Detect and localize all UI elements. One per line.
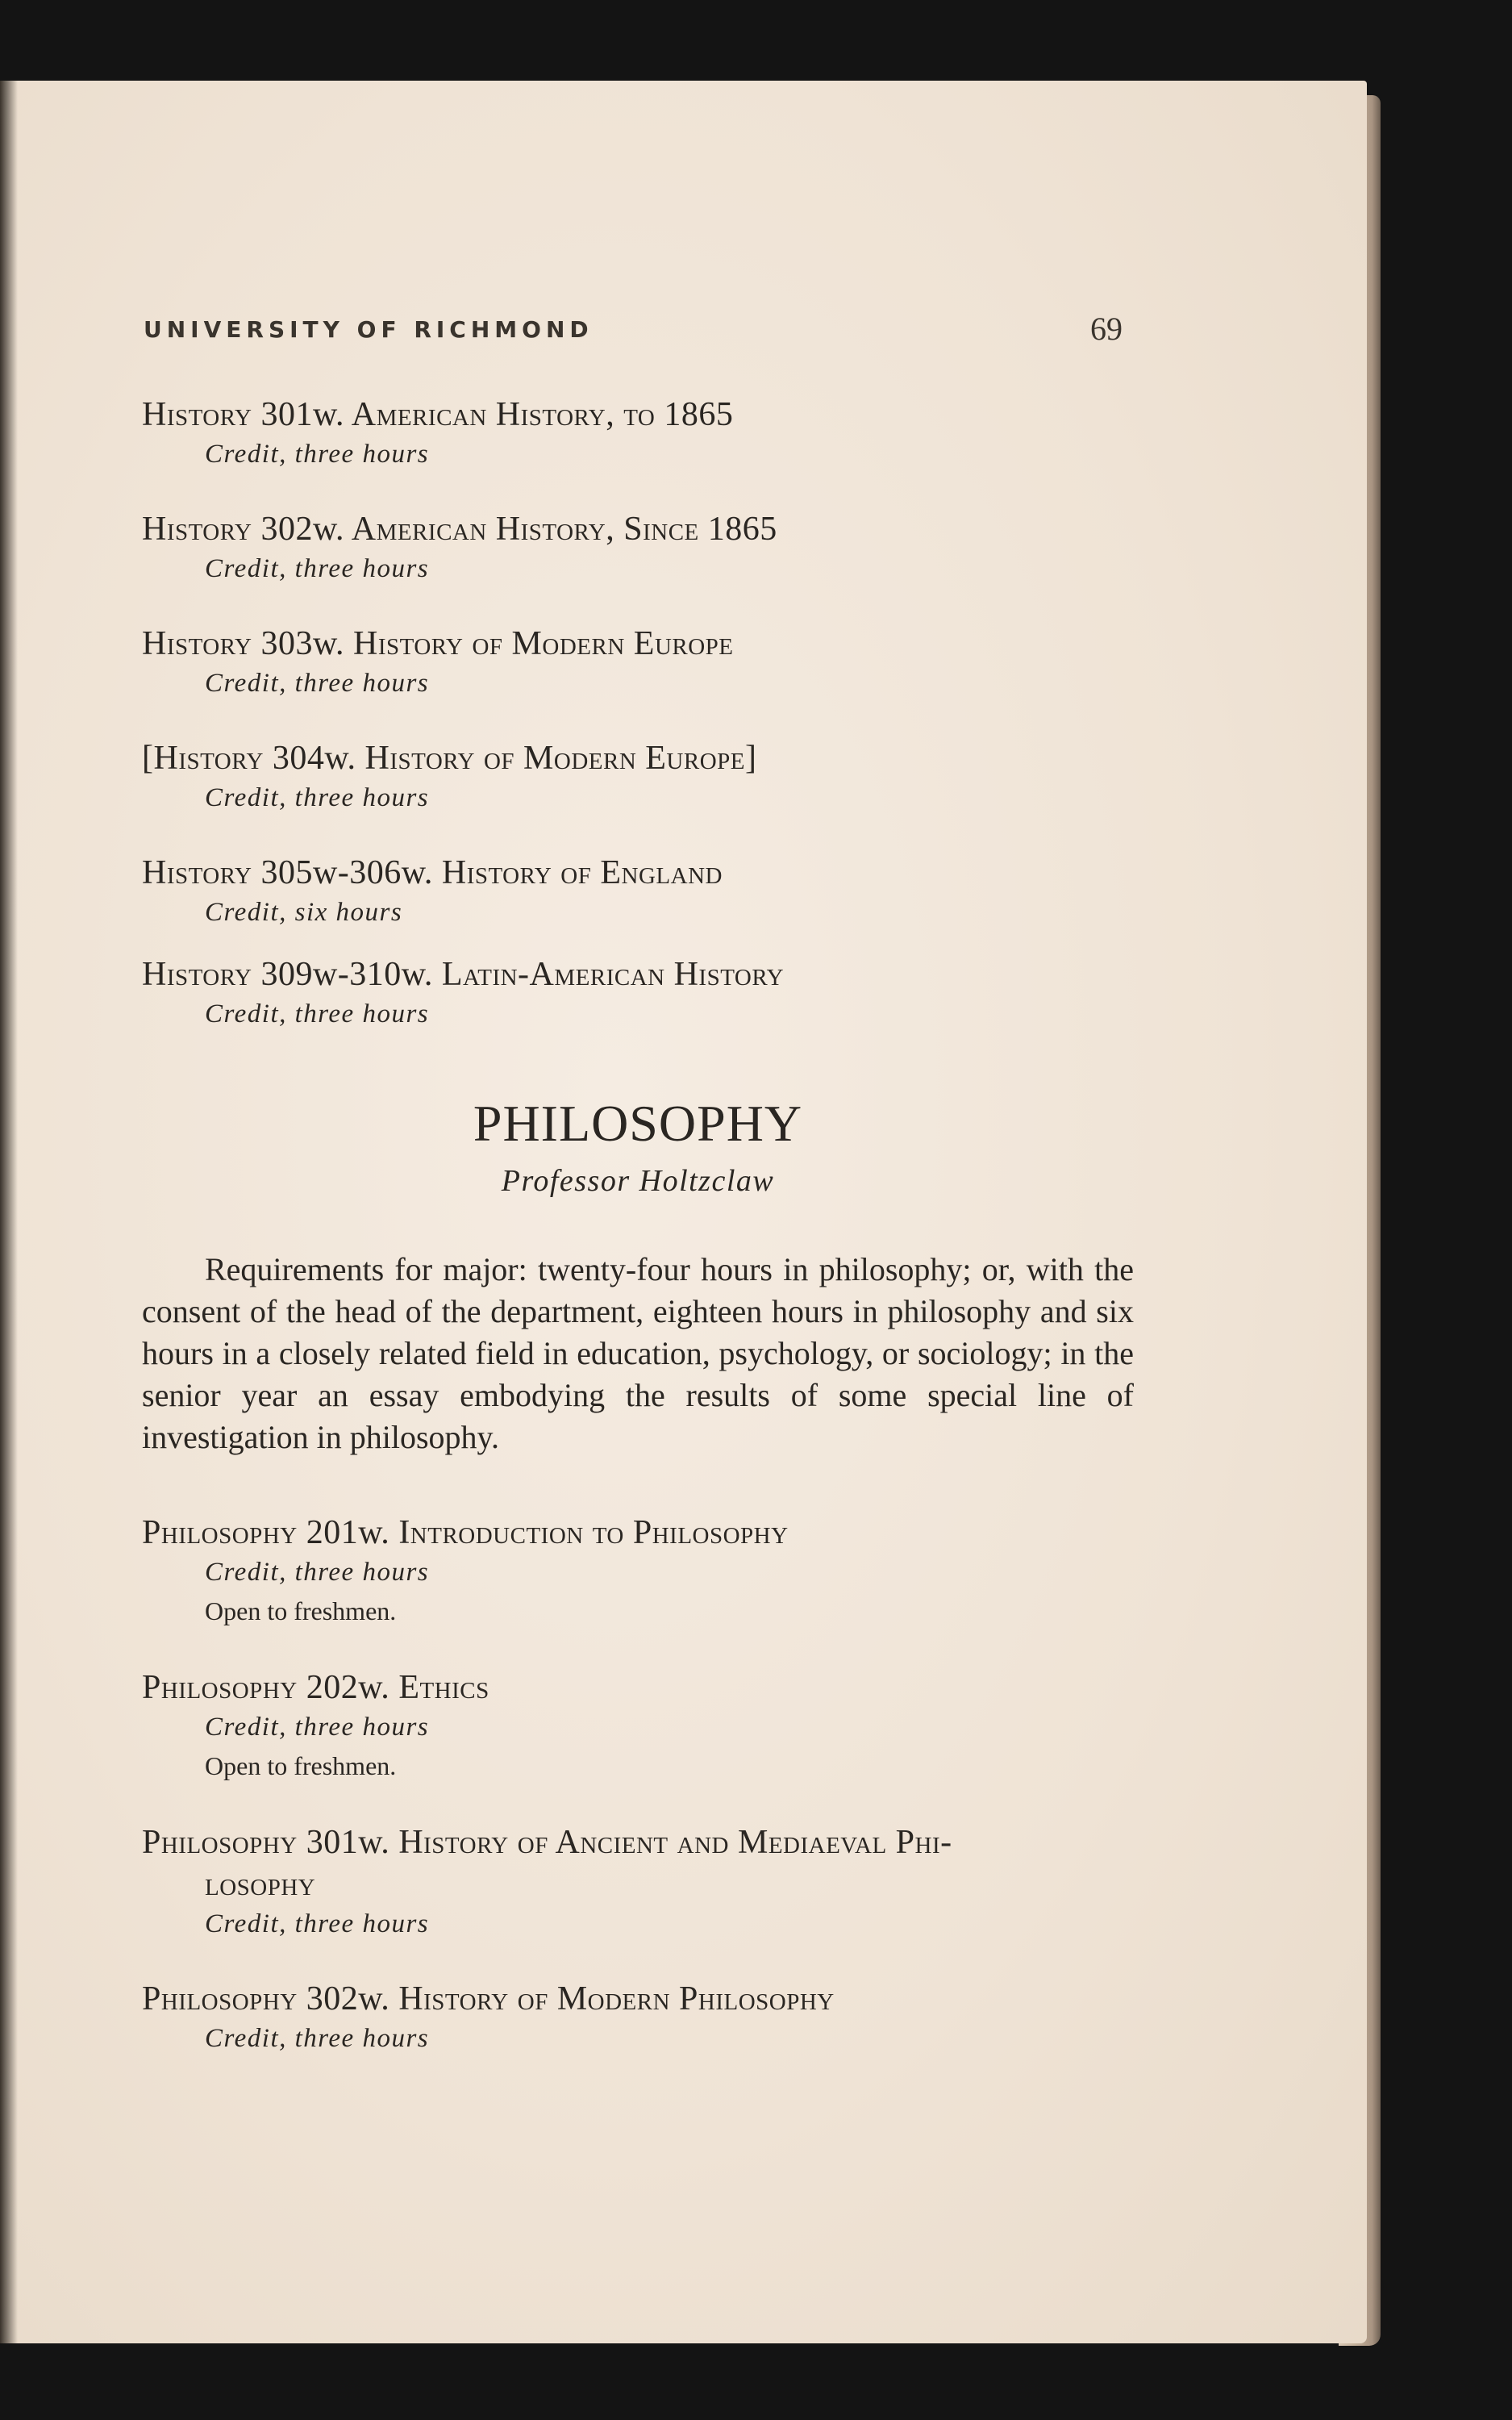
course-title (142, 737, 1134, 779)
course-title (142, 394, 1134, 436)
course-prefix: History (142, 625, 252, 662)
course-entry (142, 1821, 1134, 1942)
course-credit: Credit, three hours (205, 783, 430, 812)
course-name: Ethics (398, 1669, 489, 1706)
course-entry (142, 623, 1134, 702)
course-number: 202w. (306, 1669, 390, 1706)
course-title (142, 508, 1134, 550)
course-prefix: History (142, 854, 252, 891)
requirements-paragraph: Requirements for major: twenty-four hours in philosophy; or, with the consent of the head of the department, eighteen hours in philosophy and six hours in a closely related field in education, psychology, or sociology; in the senior year an essay embodying the results of some special line of investigation in philosophy. (142, 1251, 1134, 1455)
running-head: UNIVERSITY OF RICHMOND (144, 316, 594, 343)
course-title (142, 1512, 1134, 1554)
course-name: Introduction to Philosophy (398, 1514, 789, 1551)
course-title (142, 852, 1134, 894)
course-number: 302w. (306, 1980, 390, 2017)
course-credit: Credit, three hours (205, 1713, 430, 1742)
course-number: 309w-310w. (260, 956, 433, 993)
course-prefix: Philosophy (142, 1514, 298, 1551)
course-entry (142, 737, 1134, 816)
course-entry (142, 1512, 1134, 1631)
course-name-continued: losophy (205, 1866, 316, 1903)
course-note: Open to freshmen. (205, 1596, 397, 1625)
page-content (142, 394, 1134, 2092)
course-prefix: History (142, 956, 252, 993)
course-name: Latin-American History (441, 956, 785, 993)
course-credit: Credit, three hours (205, 1909, 430, 1938)
course-prefix: [History (142, 740, 264, 777)
course-entry (142, 1667, 1134, 1786)
course-prefix: History (142, 511, 252, 548)
course-number: 201w. (306, 1514, 390, 1551)
course-credit: Credit, three hours (205, 554, 430, 583)
course-number: 301w. (260, 396, 345, 433)
course-name: History of England (441, 854, 723, 891)
course-credit: Credit, three hours (205, 1558, 430, 1587)
course-credit: Credit, three hours (205, 999, 430, 1028)
course-number: 305w-306w. (260, 854, 433, 891)
section-professor: Professor Holtzclaw (501, 1164, 775, 1198)
course-number: 302w. (260, 511, 345, 548)
course-name: American History, to 1865 (351, 396, 734, 433)
course-name: History of Modern Philosophy (398, 1980, 835, 2017)
course-name: History of Ancient and Mediaeval Phi- (398, 1824, 952, 1861)
course-title (142, 1667, 1134, 1709)
course-number: 304w. (272, 740, 356, 777)
course-name: History of Modern Europe] (364, 740, 757, 777)
course-entry (142, 953, 1134, 1033)
spine-shadow (0, 81, 18, 2343)
course-prefix: Philosophy (142, 1824, 298, 1861)
course-number: 301w. (306, 1824, 390, 1861)
course-entry (142, 1978, 1134, 2057)
course-entry (142, 852, 1134, 931)
course-entry (142, 508, 1134, 587)
course-title (142, 623, 1134, 665)
course-title (142, 1978, 1134, 2020)
course-credit: Credit, three hours (205, 440, 430, 469)
course-title (142, 953, 1134, 995)
course-title (142, 1821, 1134, 1905)
page-number: 69 (1090, 311, 1123, 347)
course-entry (142, 394, 1134, 473)
course-credit: Credit, three hours (205, 2024, 430, 2053)
course-note: Open to freshmen. (205, 1751, 397, 1780)
course-name: History of Modern Europe (353, 625, 734, 662)
course-name: American History, Since 1865 (351, 511, 777, 548)
course-prefix: History (142, 396, 252, 433)
course-credit: Credit, three hours (205, 669, 430, 698)
course-credit: Credit, six hours (205, 898, 403, 927)
course-prefix: Philosophy (142, 1669, 298, 1706)
course-prefix: Philosophy (142, 1980, 298, 2017)
section-heading: PHILOSOPHY (473, 1095, 803, 1152)
course-number: 303w. (260, 625, 345, 662)
